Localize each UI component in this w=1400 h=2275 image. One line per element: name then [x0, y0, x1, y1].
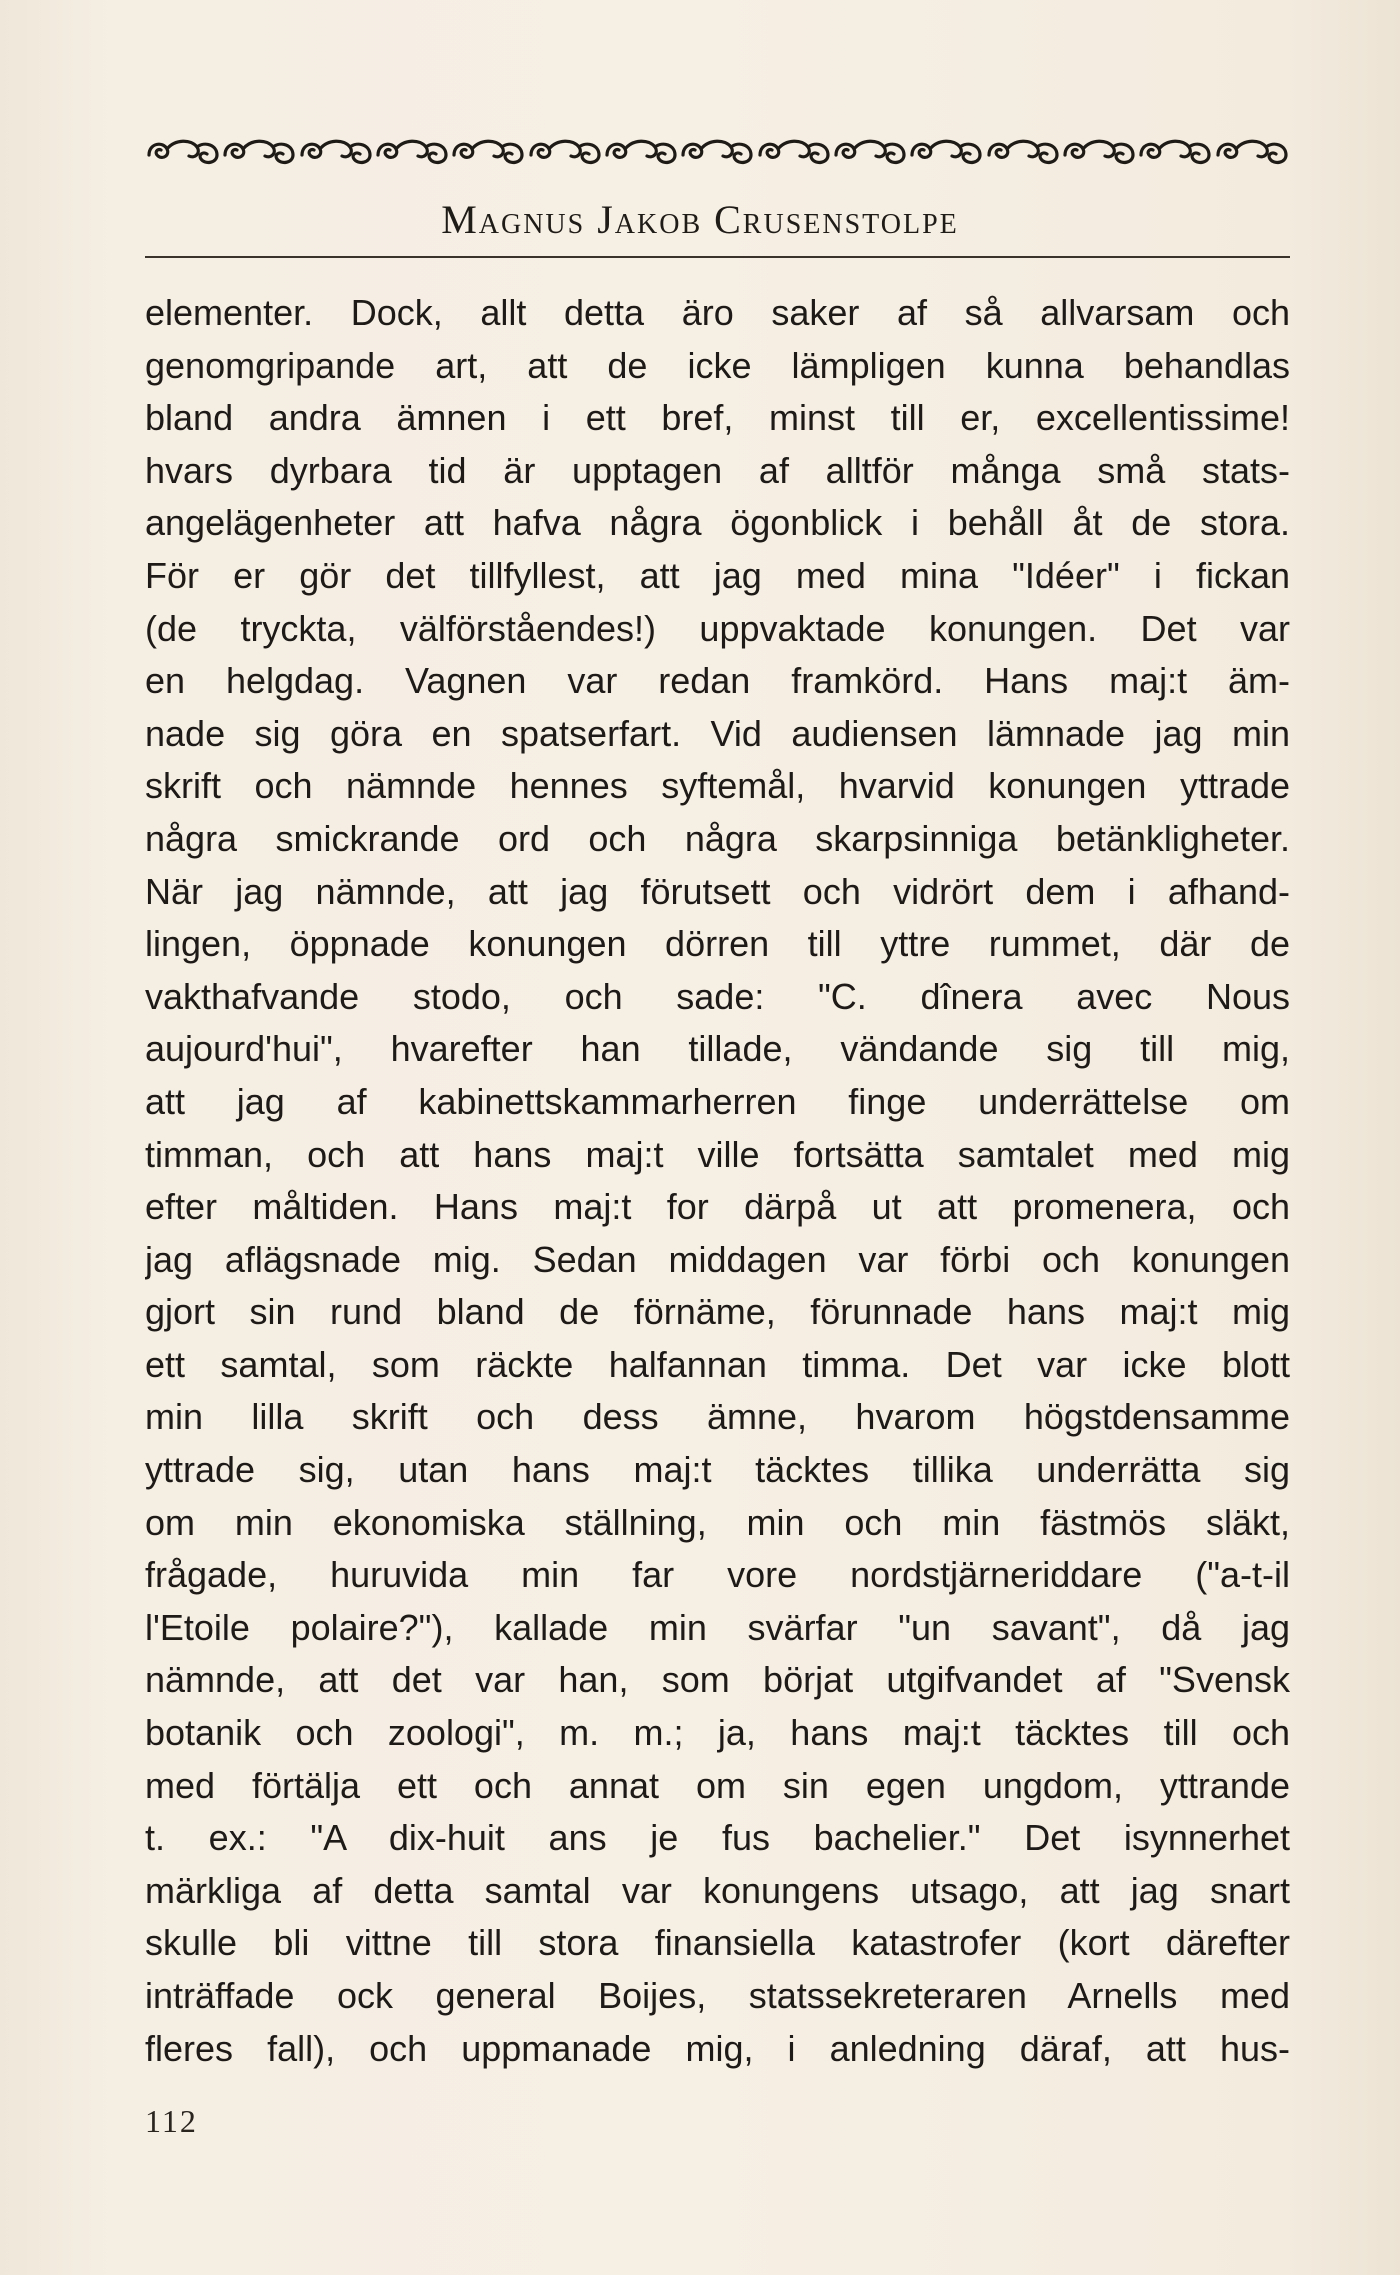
- text-line: aujourd'hui", hvarefter han tillade, vändande sig till mig,: [145, 1028, 1290, 1070]
- header-ornament-border: [145, 133, 1290, 171]
- text-line: ett samtal, som räckte halfannan timma. Det var icke blott: [145, 1343, 1290, 1385]
- text-line: med förtälja ett och annat om sin egen ungdom, yttrande: [145, 1764, 1290, 1806]
- scroll-wave-icon: [1137, 135, 1213, 169]
- scroll-wave-icon: [603, 135, 679, 169]
- page-number: 112: [145, 2103, 198, 2139]
- text-line: För er gör det tillfyllest, att jag med mina "Idéer" i fickan: [145, 554, 1290, 596]
- text-line: t. ex.: "A dix-huit ans je fus bachelier." Det isynnerhet: [145, 1817, 1290, 1859]
- scroll-wave-icon: [298, 135, 374, 169]
- text-line: märkliga af detta samtal var konungens utsago, att jag snart: [145, 1869, 1290, 1911]
- text-line: botanik och zoologi", m. m.; ja, hans maj:t täcktes till och: [145, 1712, 1290, 1754]
- running-header: Magnus Jakob Crusenstolpe: [441, 197, 959, 242]
- text-line: genomgripande art, att de icke lämpligen kunna behandlas: [145, 344, 1290, 386]
- text-line: fleres fall), och uppmanade mig, i anledning däraf, att hus-: [145, 2027, 1290, 2069]
- text-line: efter måltiden. Hans maj:t for därpå ut att promenera, och: [145, 1186, 1290, 1228]
- scroll-wave-icon: [756, 135, 832, 169]
- scroll-wave-icon: [450, 135, 526, 169]
- text-line: skulle bli vittne till stora finansiella katastrofer (kort därefter: [145, 1922, 1290, 1964]
- text-line: inträffade ock general Boijes, statssekreteraren Arnells med: [145, 1975, 1290, 2016]
- scroll-wave-icon: [145, 135, 221, 169]
- text-line: l'Etoile polaire?"), kallade min svärfar "un savant", då jag: [145, 1606, 1290, 1648]
- text-line: frågade, huruvida min far vore nordstjärneriddare ("a-t-il: [145, 1554, 1290, 1596]
- text-line: (de tryckta, välförståendes!) uppvaktade konungen. Det var: [145, 607, 1290, 649]
- scroll-wave-icon: [1061, 135, 1137, 169]
- text-line: angelägenheter att hafva några ögonblick i behåll åt de stora.: [145, 502, 1290, 544]
- text-line: hvars dyrbara tid är upptagen af alltför många små stats-: [145, 449, 1290, 491]
- text-line: skrift och nämnde hennes syftemål, hvarvid konungen yttrade: [145, 765, 1290, 807]
- scroll-wave-icon: [374, 135, 450, 169]
- text-line: När jag nämnde, att jag förutsett och vidrört dem i afhand-: [145, 870, 1290, 912]
- text-line: nade sig göra en spatserfart. Vid audiensen lämnade jag min: [145, 712, 1290, 754]
- scroll-wave-icon: [527, 135, 603, 169]
- text-line: timman, och att hans maj:t ville fortsätta samtalet med mig: [145, 1133, 1290, 1175]
- text-line: nämnde, att det var han, som börjat utgifvandet af "Svensk: [145, 1659, 1290, 1701]
- scroll-wave-icon: [1214, 135, 1290, 169]
- text-line: några smickrande ord och några skarpsinniga betänkligheter.: [145, 817, 1290, 859]
- text-line: bland andra ämnen i ett bref, minst till er, excellentissime!: [145, 397, 1290, 439]
- text-line: att jag af kabinettskammarherren finge underrättelse om: [145, 1080, 1290, 1122]
- scroll-wave-icon: [908, 135, 984, 169]
- text-line: om min ekonomiska ställning, min och min fästmös släkt,: [145, 1501, 1290, 1543]
- scroll-wave-icon: [832, 135, 908, 169]
- scroll-wave-icon: [221, 135, 297, 169]
- text-line: yttrade sig, utan hans maj:t täcktes tillika underrätta sig: [145, 1449, 1290, 1491]
- body-text: [145, 287, 1290, 2075]
- text-line: en helgdag. Vagnen var redan framkörd. Hans maj:t äm-: [145, 660, 1290, 702]
- text-line: vakthafvande stodo, och sade: "C. dînera avec Nous: [145, 975, 1290, 1017]
- scroll-wave-icon: [679, 135, 755, 169]
- text-line: gjort sin rund bland de förnäme, förunnade hans maj:t mig: [145, 1291, 1290, 1333]
- header-rule: [145, 256, 1290, 258]
- scroll-wave-icon: [985, 135, 1061, 169]
- text-line: min lilla skrift och dess ämne, hvarom högstdensamme: [145, 1396, 1290, 1438]
- text-line: elementer. Dock, allt detta äro saker af så allvarsam och: [145, 292, 1290, 333]
- text-line: lingen, öppnade konungen dörren till yttre rummet, där de: [145, 923, 1290, 965]
- text-line: jag aflägsnade mig. Sedan middagen var förbi och konungen: [145, 1238, 1290, 1280]
